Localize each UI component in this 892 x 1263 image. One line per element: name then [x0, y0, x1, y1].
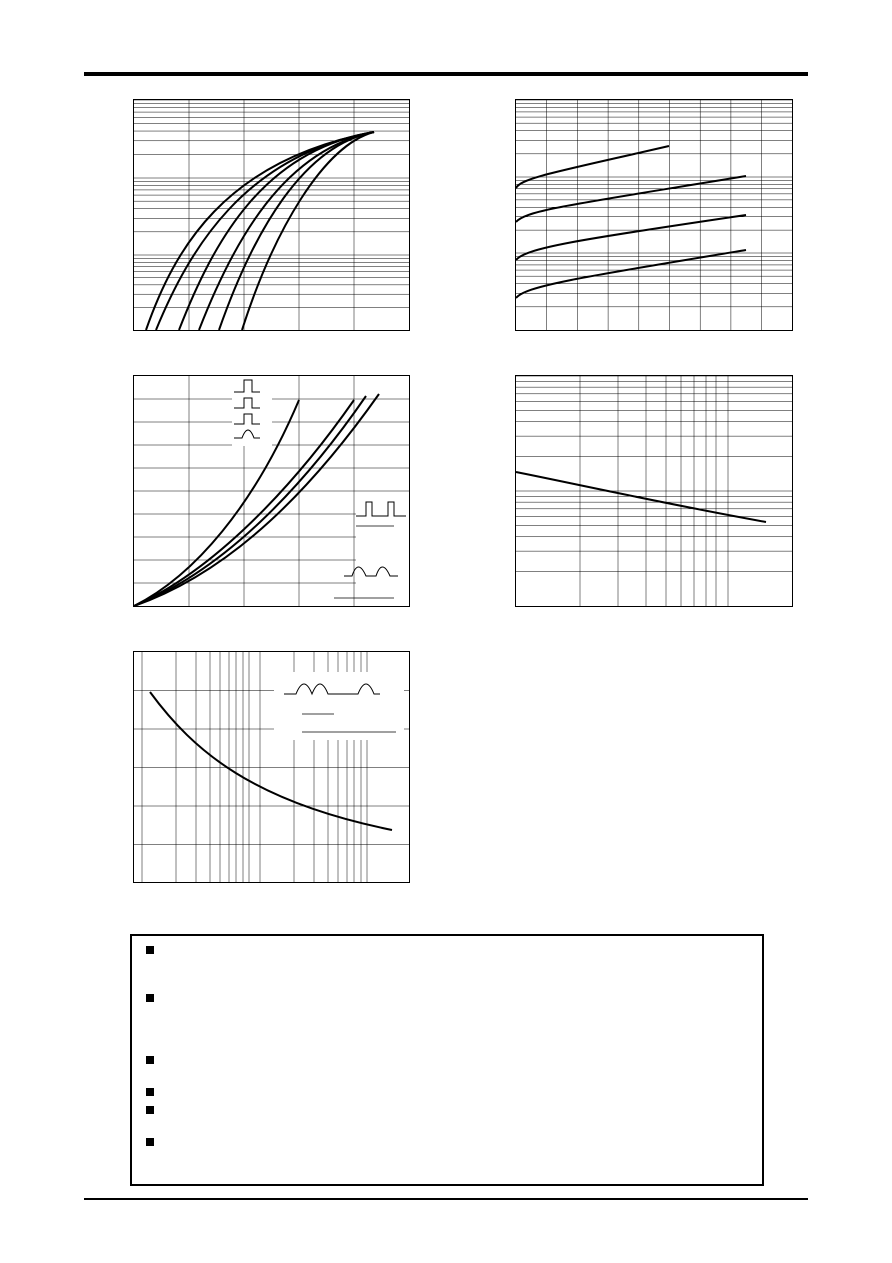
inset-bg [274, 672, 404, 740]
curve [199, 132, 374, 330]
curve [134, 400, 299, 606]
curve [146, 132, 374, 330]
footer-rule [84, 1198, 808, 1200]
curve [516, 176, 746, 222]
notice-box [130, 934, 764, 1186]
bullet-4 [146, 1088, 154, 1096]
curve [179, 132, 374, 330]
graph-single-line-log [515, 375, 793, 607]
bullet-5 [146, 1106, 154, 1114]
graph-surge-current [133, 651, 410, 883]
bullet-6 [146, 1138, 154, 1146]
bullet-2 [146, 994, 154, 1002]
curve [516, 472, 766, 522]
graph-4-plot [516, 376, 792, 606]
graph-power-dissipation [133, 375, 410, 607]
curve [516, 146, 669, 188]
graph-1-plot [134, 100, 409, 330]
graph-5-plot [134, 652, 409, 882]
header-rule [84, 72, 808, 76]
graph-capacitance-lines [515, 99, 793, 331]
graph-2-plot [516, 100, 792, 330]
bullet-1 [146, 946, 154, 954]
curve [516, 250, 746, 298]
inset-bg [356, 492, 409, 606]
graph-3-plot [134, 376, 409, 606]
curve [156, 132, 374, 330]
bullet-3 [146, 1056, 154, 1064]
graph-forward-characteristics [133, 99, 410, 331]
